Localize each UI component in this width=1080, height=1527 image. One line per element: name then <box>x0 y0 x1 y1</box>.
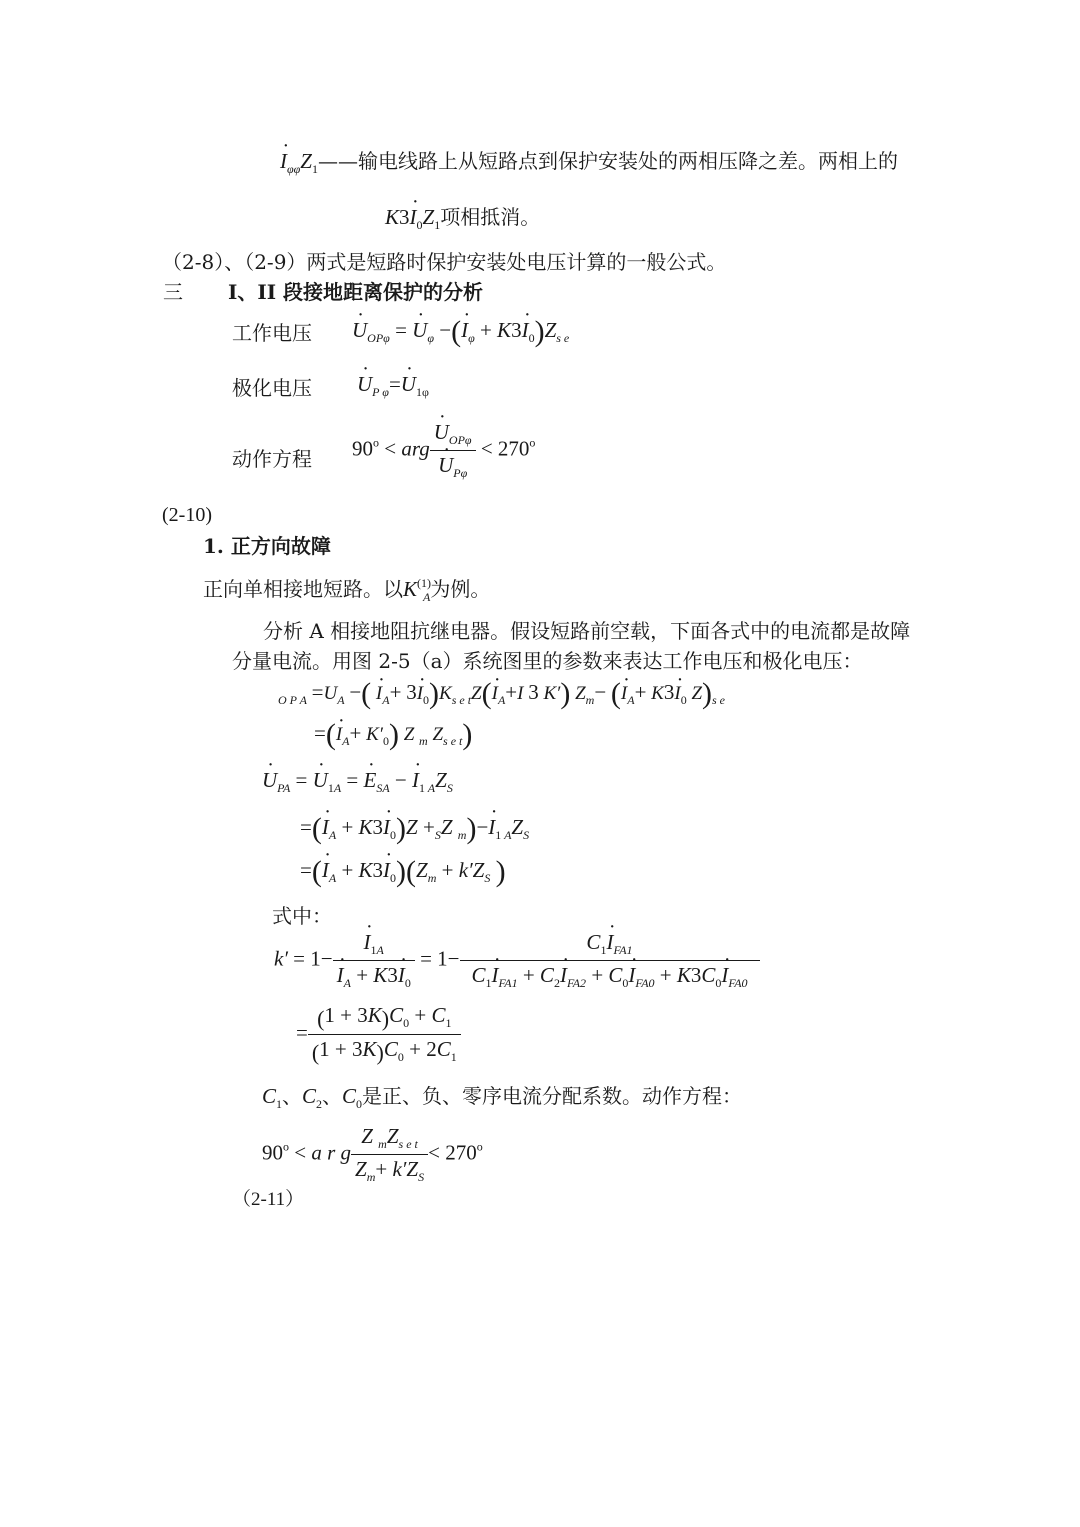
final-action-equation: 90$^o$ < a r g $\frac{Z _mZ_{s e t}}{Z_m+ k'Z_S}$ < 270$^o$ <box>262 1124 483 1184</box>
k-prime-simplified: = $\frac{(1 + 3K)C_0 + C_1}{(1 + 3K)C_0 + 2C_1}$ <box>296 1003 461 1066</box>
k3i0z1-term: $K3\cdot I_0Z_1$ <box>385 205 440 229</box>
final-action-fraction: $\frac{Z _mZ_{s e t}}{Z_m+ k'Z_S}$ <box>351 1124 428 1185</box>
k-prime-formula: k′ = 1− · $I_{1A}$ · $I_A + K3\cdot I_0$ = 1− $\frac{C_1\cdot I_{FA1}}{C_1\cdot I_{FA1} + C_2\cdot I_{FA2} + C_0\cdot I_{FA0} + K3C_0\cdot I_{FA0}}$ <box>274 930 760 991</box>
where-label: 式中： <box>272 904 332 928</box>
line1-description: ——输电线路上从短路点到保护安装处的两相压降之差。两相上的 <box>317 149 898 173</box>
forward-fault-line: 正向单相接地短路。以$K^{(1)}_A$为例。 <box>203 576 491 604</box>
u-opa-formula-line-2: =(· $I_A+ K'_0$) Z $_m$ $Z_{s e t}$) <box>314 718 472 752</box>
u-pa-formula-line-2: =(· $I_A + K3\cdot I_0)Z +_SZ$ $_m)-\cdot I_1$ $_AZ_S$ <box>300 812 529 846</box>
polarized-voltage-formula: · $U_{P \varphi}=\cdot U_{1\varphi}$ <box>357 372 429 400</box>
general-formula-remark: （2-8）、（2-9）两式是短路时保护安装处电压计算的一般公式。 <box>162 250 727 274</box>
equation-number-2-10: (2-10) <box>162 504 212 526</box>
k-prime-fraction-1: · $I_{1A}$ · $I_A + K3\cdot I_0$ <box>333 930 415 991</box>
label-working-voltage: 工作电压 <box>232 321 312 345</box>
u-pa-formula-line-1: · $U_{PA}$ = · $U_{1A}$ = · $E_{SA}$ − · $I_1$ $_AZ_S$ <box>262 768 453 796</box>
line2-description: 项相抵消。 <box>440 205 541 229</box>
analysis-line-2: 分量电流。用图 2-5（a）系统图里的参数来表达工作电压和极化电压： <box>232 649 863 673</box>
section-number: 三 <box>163 280 183 304</box>
formula-line-1 <box>280 145 898 177</box>
label-action-equation: 动作方程 <box>232 447 312 471</box>
u-pa-formula-line-3: =(· $I_A + K3\cdot I_0)(Z_m + k'Z_S$ ) <box>300 855 506 889</box>
phase-current-symbol: · $I_{\varphi\varphi}Z_1$ <box>280 149 318 173</box>
equation-number-2-11: （2-11） <box>232 1189 305 1210</box>
coefficients-line: $C_1$、$C_2$、$C_0$是正、负、零序电流分配系数。动作方程： <box>262 1084 743 1111</box>
u-opa-formula-line-1: $_{O P A} =U_A$ −( · $I_A+ 3\cdot I_0)K_{s e t}Z(\cdot I_A+I$ 3 K′) $Z_m-$ (· $I_A+ K3\cdot I_0$ $Z)_{s e}$ <box>278 677 725 711</box>
analysis-line-1: 分析 A 相接地阻抗继电器。假设短路前空载，下面各式中的电流都是故障 <box>263 619 911 643</box>
subsection-forward-fault: 1. 正方向故障 <box>203 534 331 558</box>
label-polarized-voltage: 极化电压 <box>232 376 312 400</box>
section-title: I、II 段接地距离保护的分析 <box>228 280 484 304</box>
k-prime-fraction-2: $\frac{C_1\cdot I_{FA1}}{C_1\cdot I_{FA1} + C_2\cdot I_{FA2} + C_0\cdot I_{FA0} + K3C_0\cdot I_{FA0}}$ <box>460 930 760 991</box>
action-fraction: · $U_{OP\varphi}$ · $U_{P\varphi}$ <box>430 420 476 481</box>
formula-line-2 <box>385 201 540 233</box>
k-prime-fraction-3: $\frac{(1 + 3K)C_0 + C_1}{(1 + 3K)C_0 + 2C_1}$ <box>308 1003 461 1066</box>
working-voltage-formula: · $U_{OP\varphi}$ = · $U_\varphi$ −(· $I_\varphi + K3\cdot I_0)Z_{s e}$ <box>352 315 569 349</box>
action-equation-formula: 90$^o$ < arg · $U_{OP\varphi}$ · $U_{P\varphi}$ < 270$^o$ <box>352 420 535 481</box>
